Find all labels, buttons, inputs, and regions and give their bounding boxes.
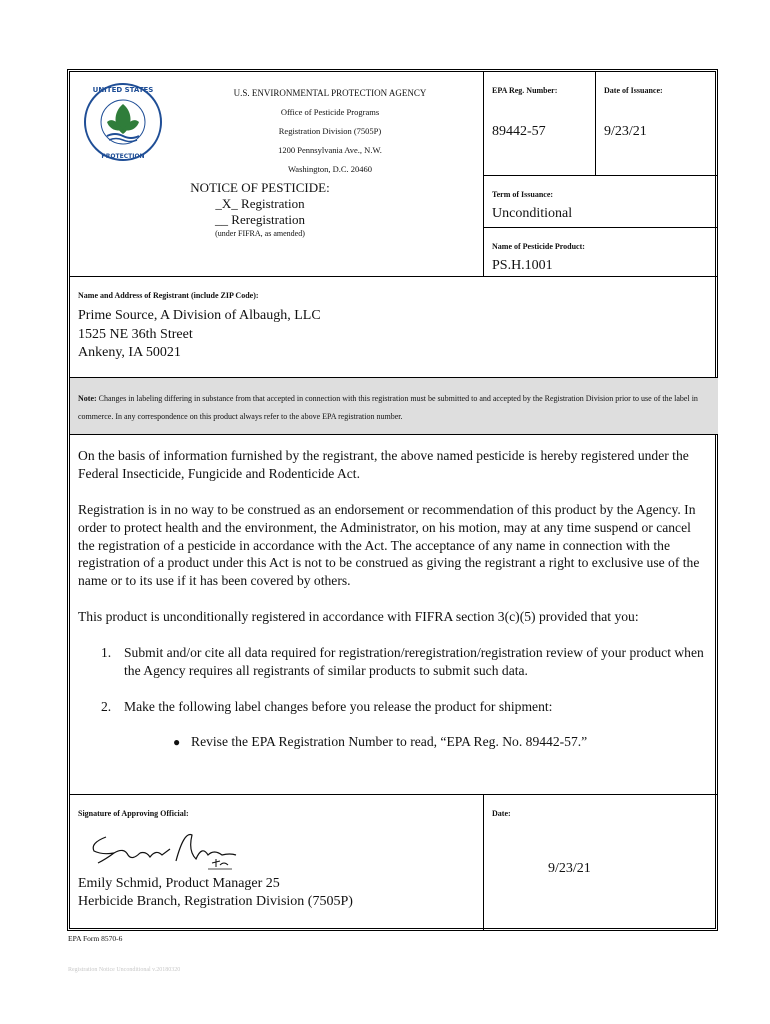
registrant-address [78,307,321,363]
date-issuance-cell [596,72,718,176]
agency-division: Registration Division (7505P) [278,126,382,136]
item-1-number: 1. [101,645,112,660]
note-prefix: Note: [78,394,97,403]
footer-version: Registration Notice Unconditional v.20180320 [68,967,181,973]
signatory-block [78,875,353,911]
notice-registration: _X_ Registration [215,196,305,211]
note-text [78,390,708,426]
signature-cell [70,795,484,931]
registrant-line1: Prime Source, A Division of Albaugh, LLC [78,308,321,323]
signature-label: Signature of Approving Official: [78,809,189,818]
product-name-value: PS.H.1001 [492,258,553,273]
agency-office: Office of Pesticide Programs [280,107,380,117]
reg-number-cell [484,72,596,176]
note-cell [70,378,718,435]
bullet-text: Revise the EPA Registration Number to read, “EPA Reg. No. 89442-57.” [191,734,588,749]
bullet-icon: ● [173,735,181,749]
registrant-label: Name and Address of Registrant (include ZIP Code): [78,291,259,300]
registrant-line2: 1525 NE 36th Street [78,326,193,342]
body-paragraph-2: Registration is in no way to be construed as an endorsement or recommendation of this product by the Agency. In order to protect health and the environment, the Administrator, on his motion, may at any time suspend or cancel the registration of a pesticide in accordance with the Act. The acceptance of any name in connection with the registration of a product under this Act is not to be construed as giving the registrant a right to exclusive use of the name or to its use if it has been covered by others. [78,502,700,589]
product-name-cell [484,228,718,276]
reg-number-label: EPA Reg. Number: [492,86,558,95]
agency-street: 1200 Pennsylvania Ave., N.W. [278,145,382,155]
note-body: Changes in labeling differing in substance from that accepted in connection with this registration must be submitted to and accepted by the Registration Division prior to use of the label in commerce. In any correspondence on this product always refer to the above EPA registration number. [78,394,698,421]
reg-number-value: 89442-57 [492,124,546,139]
agency-name: U.S. ENVIRONMENTAL PROTECTION AGENCY [233,88,427,98]
notice-body [70,435,718,795]
date-issuance-label: Date of Issuance: [604,86,663,95]
signatory-branch: Herbicide Branch, Registration Division (7505P) [78,894,353,909]
notice-reregistration: __ Reregistration [215,212,305,227]
pesticide-notice-form [67,69,718,931]
registrant-cell [70,276,718,378]
agency-city: Washington, D.C. 20460 [287,164,373,174]
notice-block [170,180,350,240]
term-issuance-label: Term of Issuance: [492,190,554,199]
signatory-name: Emily Schmid, Product Manager 25 [78,876,280,891]
item-2-number: 2. [101,699,112,714]
svg-text:UNITED STATES: UNITED STATES [92,86,154,94]
notice-under-fifra: (under FIFRA, as amended) [215,229,305,238]
term-issuance-value: Unconditional [492,206,573,221]
item-1-text: Submit and/or cite all data required for registration/reregistration/registration review of your product when the Agency requires all registrants of similar products to submit such data. [124,645,704,678]
agency-header [70,72,484,276]
agency-address-block [190,84,470,179]
signature-date-label: Date: [492,809,511,818]
item-2-text: Make the following label changes before you release the product for shipment: [124,699,553,714]
date-issuance-value: 9/23/21 [604,124,647,139]
registrant-line3: Ankeny, IA 50021 [78,345,181,360]
body-paragraph-3: This product is unconditionally registered in accordance with FIFRA section 3(c)(5) provided that you: [78,609,639,624]
epa-seal-logo [83,82,163,162]
handwritten-signature [84,825,324,875]
notice-title: NOTICE OF PESTICIDE: [190,180,330,195]
form-number: EPA Form 8570-6 [68,934,123,943]
svg-text:PROTECTION: PROTECTION [101,153,145,160]
signature-date-cell [484,795,718,931]
body-paragraph-1: On the basis of information furnished by the registrant, the above named pesticide is hereby registered under the Federal Insecticide, Fungicide and Rodenticide Act. [78,448,689,481]
signature-date-value: 9/23/21 [548,861,591,876]
term-issuance-cell [484,176,718,228]
product-name-label: Name of Pesticide Product: [492,242,585,251]
